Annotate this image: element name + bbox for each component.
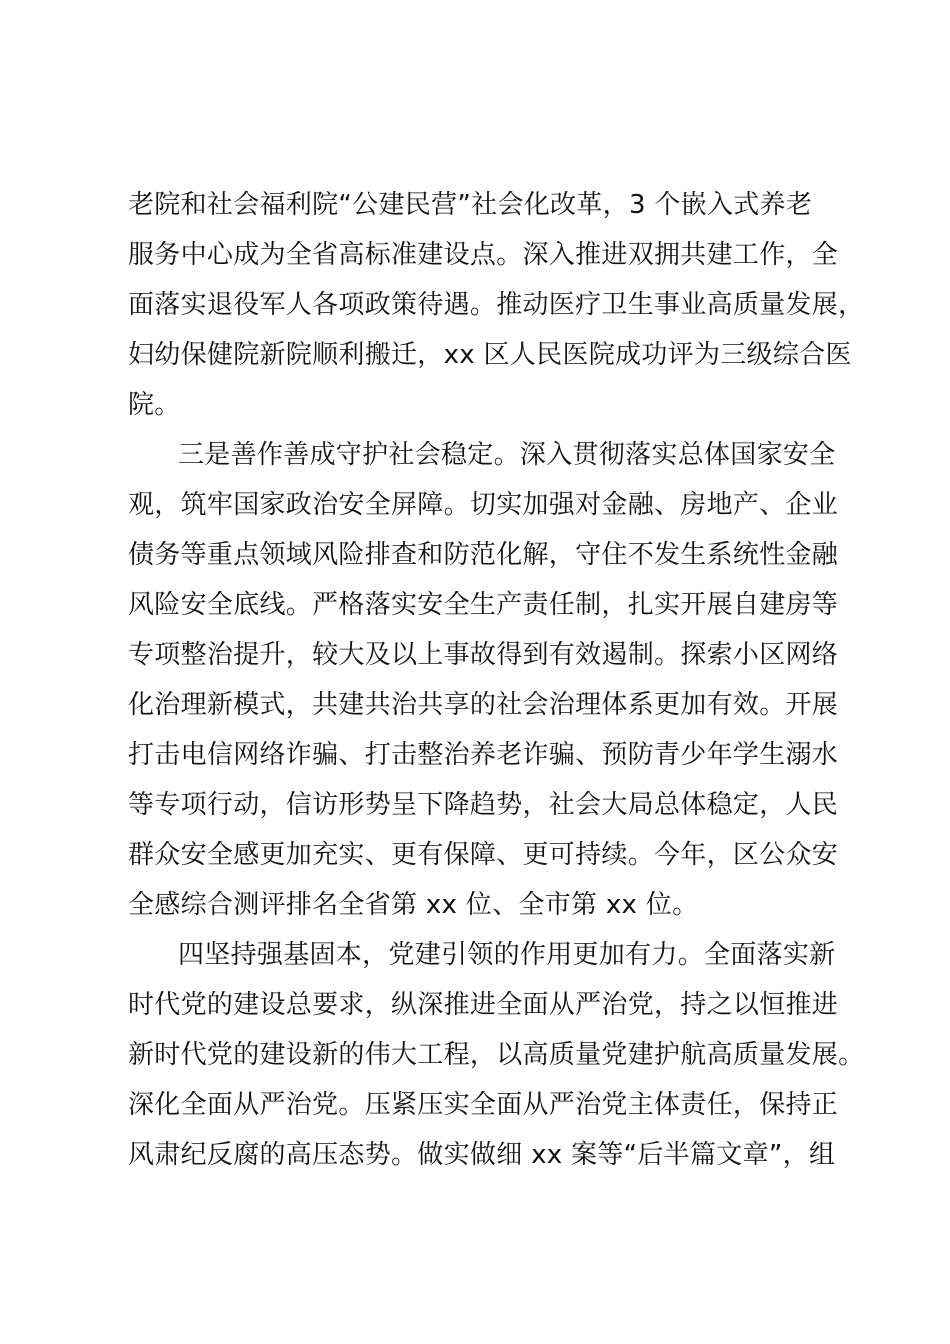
text-line: 等专项行动，信访形势呈下降趋势，社会大局总体稳定，人民 [128, 790, 839, 820]
text-line: 专项整治提升，较大及以上事故得到有效遏制。探索小区网络 [128, 640, 839, 670]
text-line: 打击电信网络诈骗、打击整治养老诈骗、预防青少年学生溺水 [128, 740, 839, 770]
text-line: 观，筑牢国家政治安全屏障。切实加强对金融、房地产、企业 [128, 490, 839, 520]
text-line: 时代党的建设总要求，纵深推进全面从严治党，持之以恒推进 [128, 990, 839, 1020]
text-line: 妇幼保健院新院顺利搬迁，xx 区人民医院成功评为三级综合医 [128, 340, 852, 370]
text-line: 面落实退役军人各项政策待遇。推动医疗卫生事业高质量发展， [128, 290, 865, 320]
paragraph-first-line: 三是善作善成守护社会稳定。深入贯彻落实总体国家安全 [178, 440, 836, 470]
text-line: 风肃纪反腐的高压态势。做实做细 xx 案等“后半篇文章”，组 [128, 1140, 836, 1170]
text-line: 老院和社会福利院“公建民营”社会化改革，3 个嵌入式养老 [128, 190, 813, 220]
text-line: 全感综合测评排名全省第 xx 位、全市第 xx 位。 [128, 890, 699, 920]
text-line: 新时代党的建设新的伟大工程，以高质量党建护航高质量发展。 [128, 1040, 865, 1070]
text-line: 深化全面从严治党。压紧压实全面从严治党主体责任，保持正 [128, 1090, 839, 1120]
text-line: 风险安全底线。严格落实安全生产责任制，扎实开展自建房等 [128, 590, 839, 620]
paragraph-first-line: 四坚持强基固本，党建引领的作用更加有力。全面落实新 [178, 940, 836, 970]
text-line: 债务等重点领域风险排查和防范化解，守住不发生系统性金融 [128, 540, 839, 570]
text-line: 服务中心成为全省高标准建设点。深入推进双拥共建工作，全 [128, 240, 839, 270]
text-line: 院。 [128, 390, 181, 420]
text-line: 群众安全感更加充实、更有保障、更可持续。今年，区公众安 [128, 840, 839, 870]
text-line: 化治理新模式，共建共治共享的社会治理体系更加有效。开展 [128, 690, 839, 720]
